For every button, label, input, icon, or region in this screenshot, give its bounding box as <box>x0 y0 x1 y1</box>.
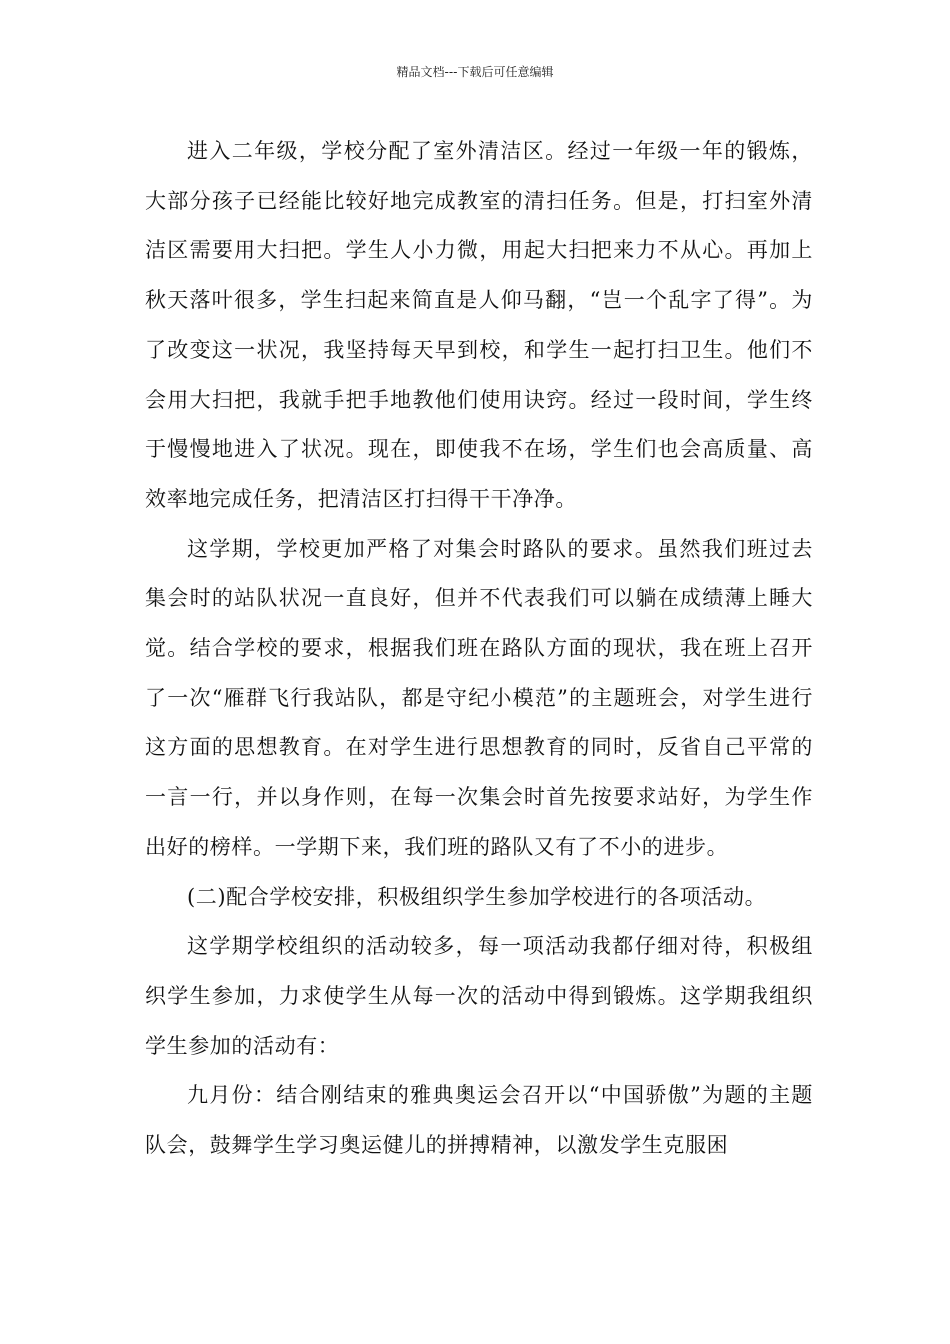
paragraph-outdoor-cleaning: 进入二年级，学校分配了室外清洁区。经过一年级一年的锻炼，大部分孩子已经能比较好地完成教室的清扫任务。但是，打扫室外清洁区需要用大扫把。学生人小力微，用起大扫把来力不从心。再加上秋天落叶很多，学生扫起来简直是人仰马翻，“岂一个乱字了得”。为了改变这一状况，我坚持每天早到校，和学生一起打扫卫生。他们不会用大扫把，我就手把手地教他们使用诀窍。经过一段时间，学生终于慢慢地进入了状况。现在，即使我不在场，学生们也会高质量、高效率地完成任务，把清洁区打扫得干干净净。 <box>145 139 813 511</box>
document-body <box>145 127 813 1171</box>
paragraph-assembly-queue: 这学期，学校更加严格了对集会时路队的要求。虽然我们班过去集会时的站队状况一直良好，但并不代表我们可以躺在成绩薄上睡大觉。结合学校的要求，根据我们班在路队方面的现状，我在班上召开了一次“雁群飞行我站队，都是守纪小模范”的主题班会，对学生进行这方面的思想教育。在对学生进行思想教育的同时，反省自己平常的一言一行，并以身作则，在每一次集会时首先按要求站好，为学生作出好的榜样。一学期下来，我们班的路队又有了不小的进步。 <box>145 536 813 859</box>
paragraph-september: 九月份：结合刚结束的雅典奥运会召开以“中国骄傲”为题的主题队会，鼓舞学生学习奥运健儿的拼搏精神，以激发学生克服困 <box>145 1083 813 1158</box>
paragraph-section-heading: (二)配合学校安排，积极组织学生参加学校进行的各项活动。 <box>187 884 767 909</box>
page-header: 精品文档---下载后可任意编辑 <box>396 65 554 79</box>
paragraph-activities-intro: 这学期学校组织的活动较多，每一项活动我都仔细对待，积极组织学生参加，力求使学生从每一次的活动中得到锻炼。这学期我组织学生参加的活动有： <box>145 934 813 1058</box>
